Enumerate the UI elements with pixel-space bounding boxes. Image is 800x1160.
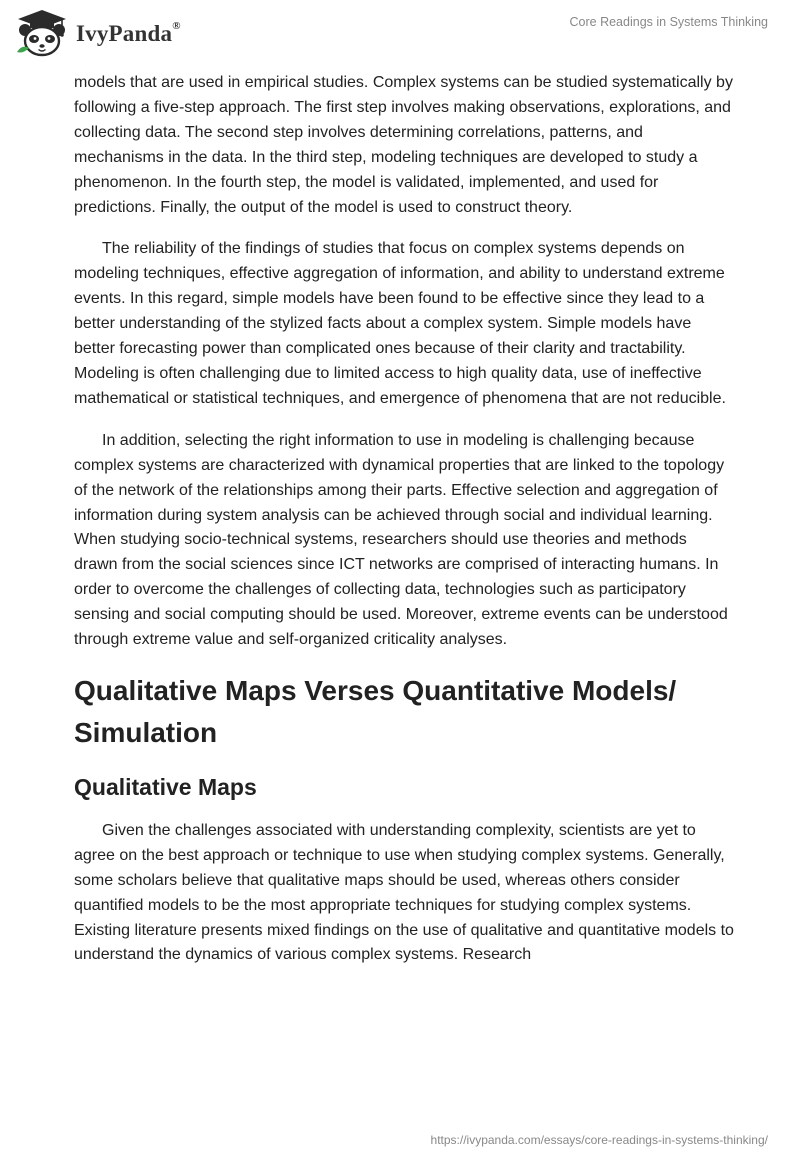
paragraph: models that are used in empirical studies. Complex systems can be studied systematically by following a five-step approach. The first step involves making observations, explorations, and collecting data. The second step involves determining correlations, patterns, and mechanisms in the data. In the third step, modeling techniques are developed to study a phenomenon. In the fourth step, the model is validated, implemented, and used for predictions. Finally, the output of the model is used to construct theory.	[74, 74, 733, 216]
brand-name: IvyPanda®	[76, 20, 181, 46]
page-header	[0, 0, 800, 70]
essay-content	[74, 71, 734, 985]
section-heading: Qualitative Maps Verses Quantitative Models/ Simulation	[74, 674, 677, 748]
subsection-heading: Qualitative Maps	[74, 773, 257, 800]
source-url[interactable]: https://ivypanda.com/essays/core-readings-in-systems-thinking/	[430, 1133, 768, 1147]
document-title: Core Readings in Systems Thinking	[569, 15, 768, 29]
paragraph: Given the challenges associated with understanding complexity, scientists are yet to agree on the best approach or technique to use when studying complex systems. Generally, some scholars believe that qualitative maps should be used, whereas others consider quantified models to be the most appropriate techniques for studying complex systems. Existing literature presents mixed findings on the use of qualitative and quantitative models to understand the dynamics of various complex systems. Research	[74, 821, 734, 964]
paragraph: The reliability of the findings of studies that focus on complex systems depends on modeling techniques, effective aggregation of information, and ability to understand extreme events. In this regard, simple models have been found to be effective since they lead to a better understanding of the stylized facts about a complex system. Simple models have better forecasting power than complicated ones because of their clarity and tractability. Modeling is often challenging due to limited access to high quality data, use of ineffective mathematical or statistical techniques, and emergence of phenomena that are not reducible.	[74, 240, 726, 407]
paragraph: In addition, selecting the right information to use in modeling is challenging because complex systems are characterized with dynamical properties that are linked to the topology of the network of the relationships among their parts. Effective selection and aggregation of information during system analysis can be achieved through social and individual learning. When studying socio-technical systems, researchers should use theories and methods drawn from the social sciences since ICT networks are comprised of interacting humans. In order to overcome the challenges of collecting data, technologies such as participatory sensing and social computing should be used. Moreover, extreme events can be understood through extreme value and self-organized criticality analyses.	[74, 431, 728, 649]
brand-logo[interactable]	[14, 8, 181, 58]
panda-graduate-icon	[14, 8, 70, 58]
